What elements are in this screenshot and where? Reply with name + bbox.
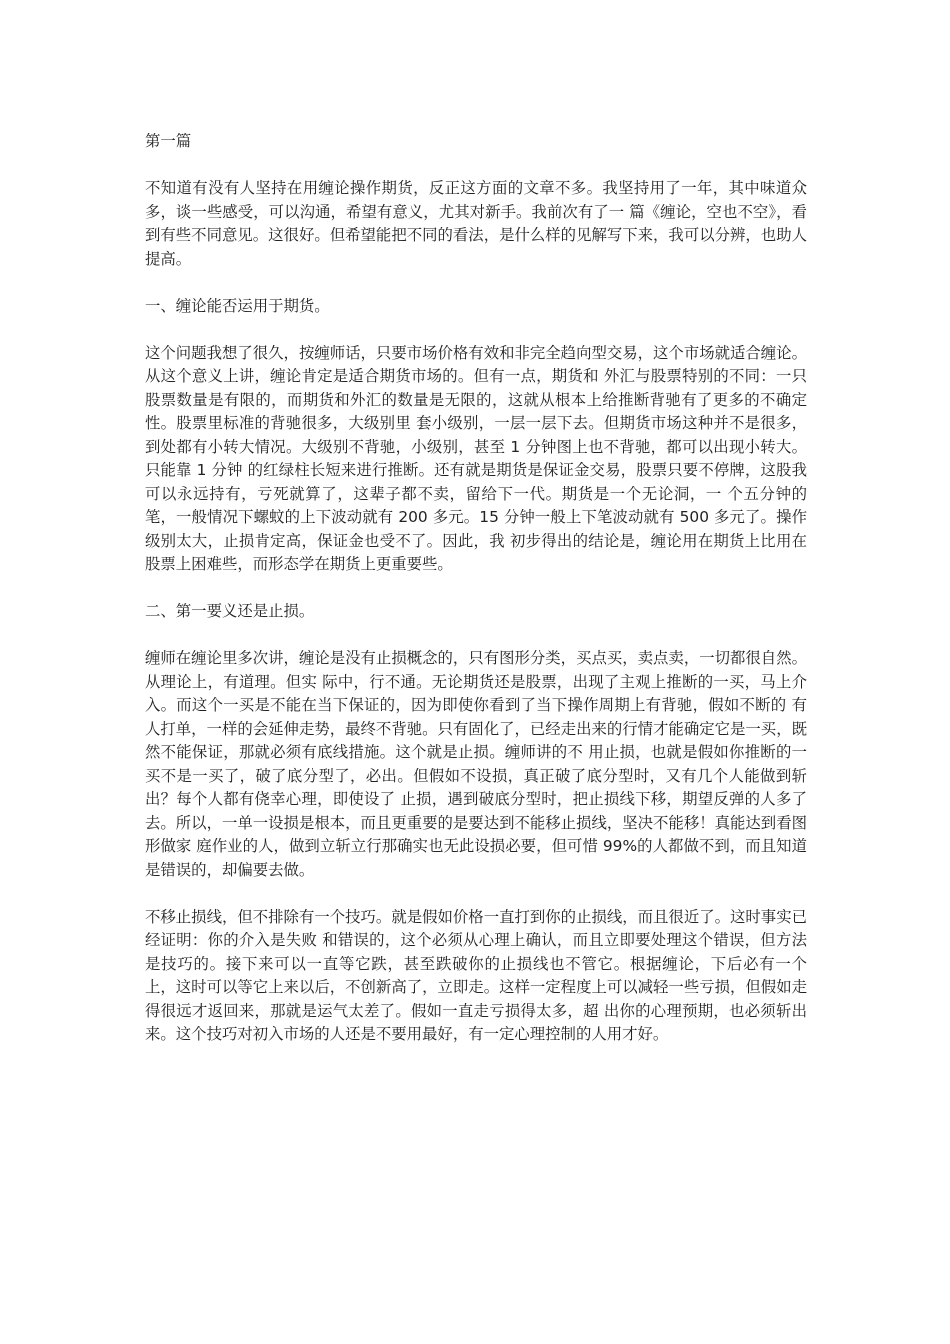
article-title: 第一篇	[145, 132, 192, 150]
section-1-paragraph: 这个问题我想了很久，按缠师话，只要市场价格有效和非完全趋向型交易，这个市场就适合缠论。从这个意义上讲，缠论肯定是适合期货市场的。但有一点，期货和 外汇与股票特别的不同：一只股票数量是有限的，而期货和外汇的数量是无限的，这就从根本上给推断背驰有了更多的不确定性。股票里标准的背驰很多，大级别里 套小级别，一层一层下去。但期货市场这种并不是很多，到处都有小转大情况。大级别不背驰，小级别，甚至 1 分钟图上也不背驰，都可以出现小转大。只能靠 1 分钟 的红绿柱长短来进行推断。还有就是期货是保证金交易，股票只要不停牌，这股我可以永远持有，亏死就算了，这辈子都不卖，留给下一代。期货是一个无论洞，一 个五分钟的笔，一般情况下螺蚊的上下波动就有 200 多元。15 分钟一般上下笔波动就有 500 多元了。操作级别太大，止损肯定高，保证金也受不了。因此，我 初步得出的结论是，缠论用在期货上比用在股票上困难些，而形态学在期货上更重要些。	[145, 343, 807, 573]
section-1-heading: 一、缠论能否运用于期货。	[145, 296, 330, 315]
section-2-paragraph: 缠师在缠论里多次讲，缠论是没有止损概念的，只有图形分类，买点买，卖点卖，一切都很自然。从理论上，有道理。但实 际中，行不通。无论期货还是股票，出现了主观上推断的一买，马上介入。而这个一买是不能在当下保证的，因为即使你看到了当下操作周期上有背驰，假如不断的 有人打单，一样的会延伸走势，最终不背驰。只有固化了，已经走出来的行情才能确定它是一买，既然不能保证，那就必须有底线措施。这个就是止损。缠师讲的不 用止损，也就是假如你推断的一买不是一买了，破了底分型了，必出。但假如不设损，真正破了底分型时，又有几个人能做到斩出？每个人都有侥幸心理，即使设了 止损，遇到破底分型时，把止损线下移，期望反弹的人多了去。所以，一单一设损是根本，而且更重要的是要达到不能移止损线，坚决不能移！真能达到看图形做家 庭作业的人，做到立斩立行那确实也无此设损必要，但可惜 99%的人都做不到，而且知道是错误的，却偏要去做。	[145, 649, 807, 879]
section-2-heading: 二、第一要义还是止损。	[145, 602, 315, 620]
section-3-paragraph: 不移止损线，但不排除有一个技巧。就是假如价格一直打到你的止损线，而且很近了。这时事实已经证明：你的介入是失败 和错误的，这个必须从心理上确认，而且立即要处理这个错误，但方法是技巧的。接下来可以一直等它跌，甚至跌破你的止损线也不管它。根据缠论，下后必有一个 上，这时可以等它上来以后，不创新高了，立即走。这样一定程度上可以减轻一些亏损，但假如走得很远才返回来，那就是运气太差了。假如一直走亏损得太多，超 出你的心理预期，也必须斩出来。这个技巧对初入市场的人还是不要用最好，有一定心理控制的人用才好。	[145, 907, 807, 1043]
article-body	[145, 130, 807, 1070]
intro-paragraph: 不知道有没有人坚持在用缠论操作期货，反正这方面的文章不多。我坚持用了一年，其中味道众多，谈一些感受，可以沟通，希望有意义，尤其对新手。我前次有了一 篇《缠论，空也不空》，看到有些不同意见。这很好。但希望能把不同的看法，是什么样的见解写下来，我可以分辨，也助人提高。	[145, 179, 807, 268]
